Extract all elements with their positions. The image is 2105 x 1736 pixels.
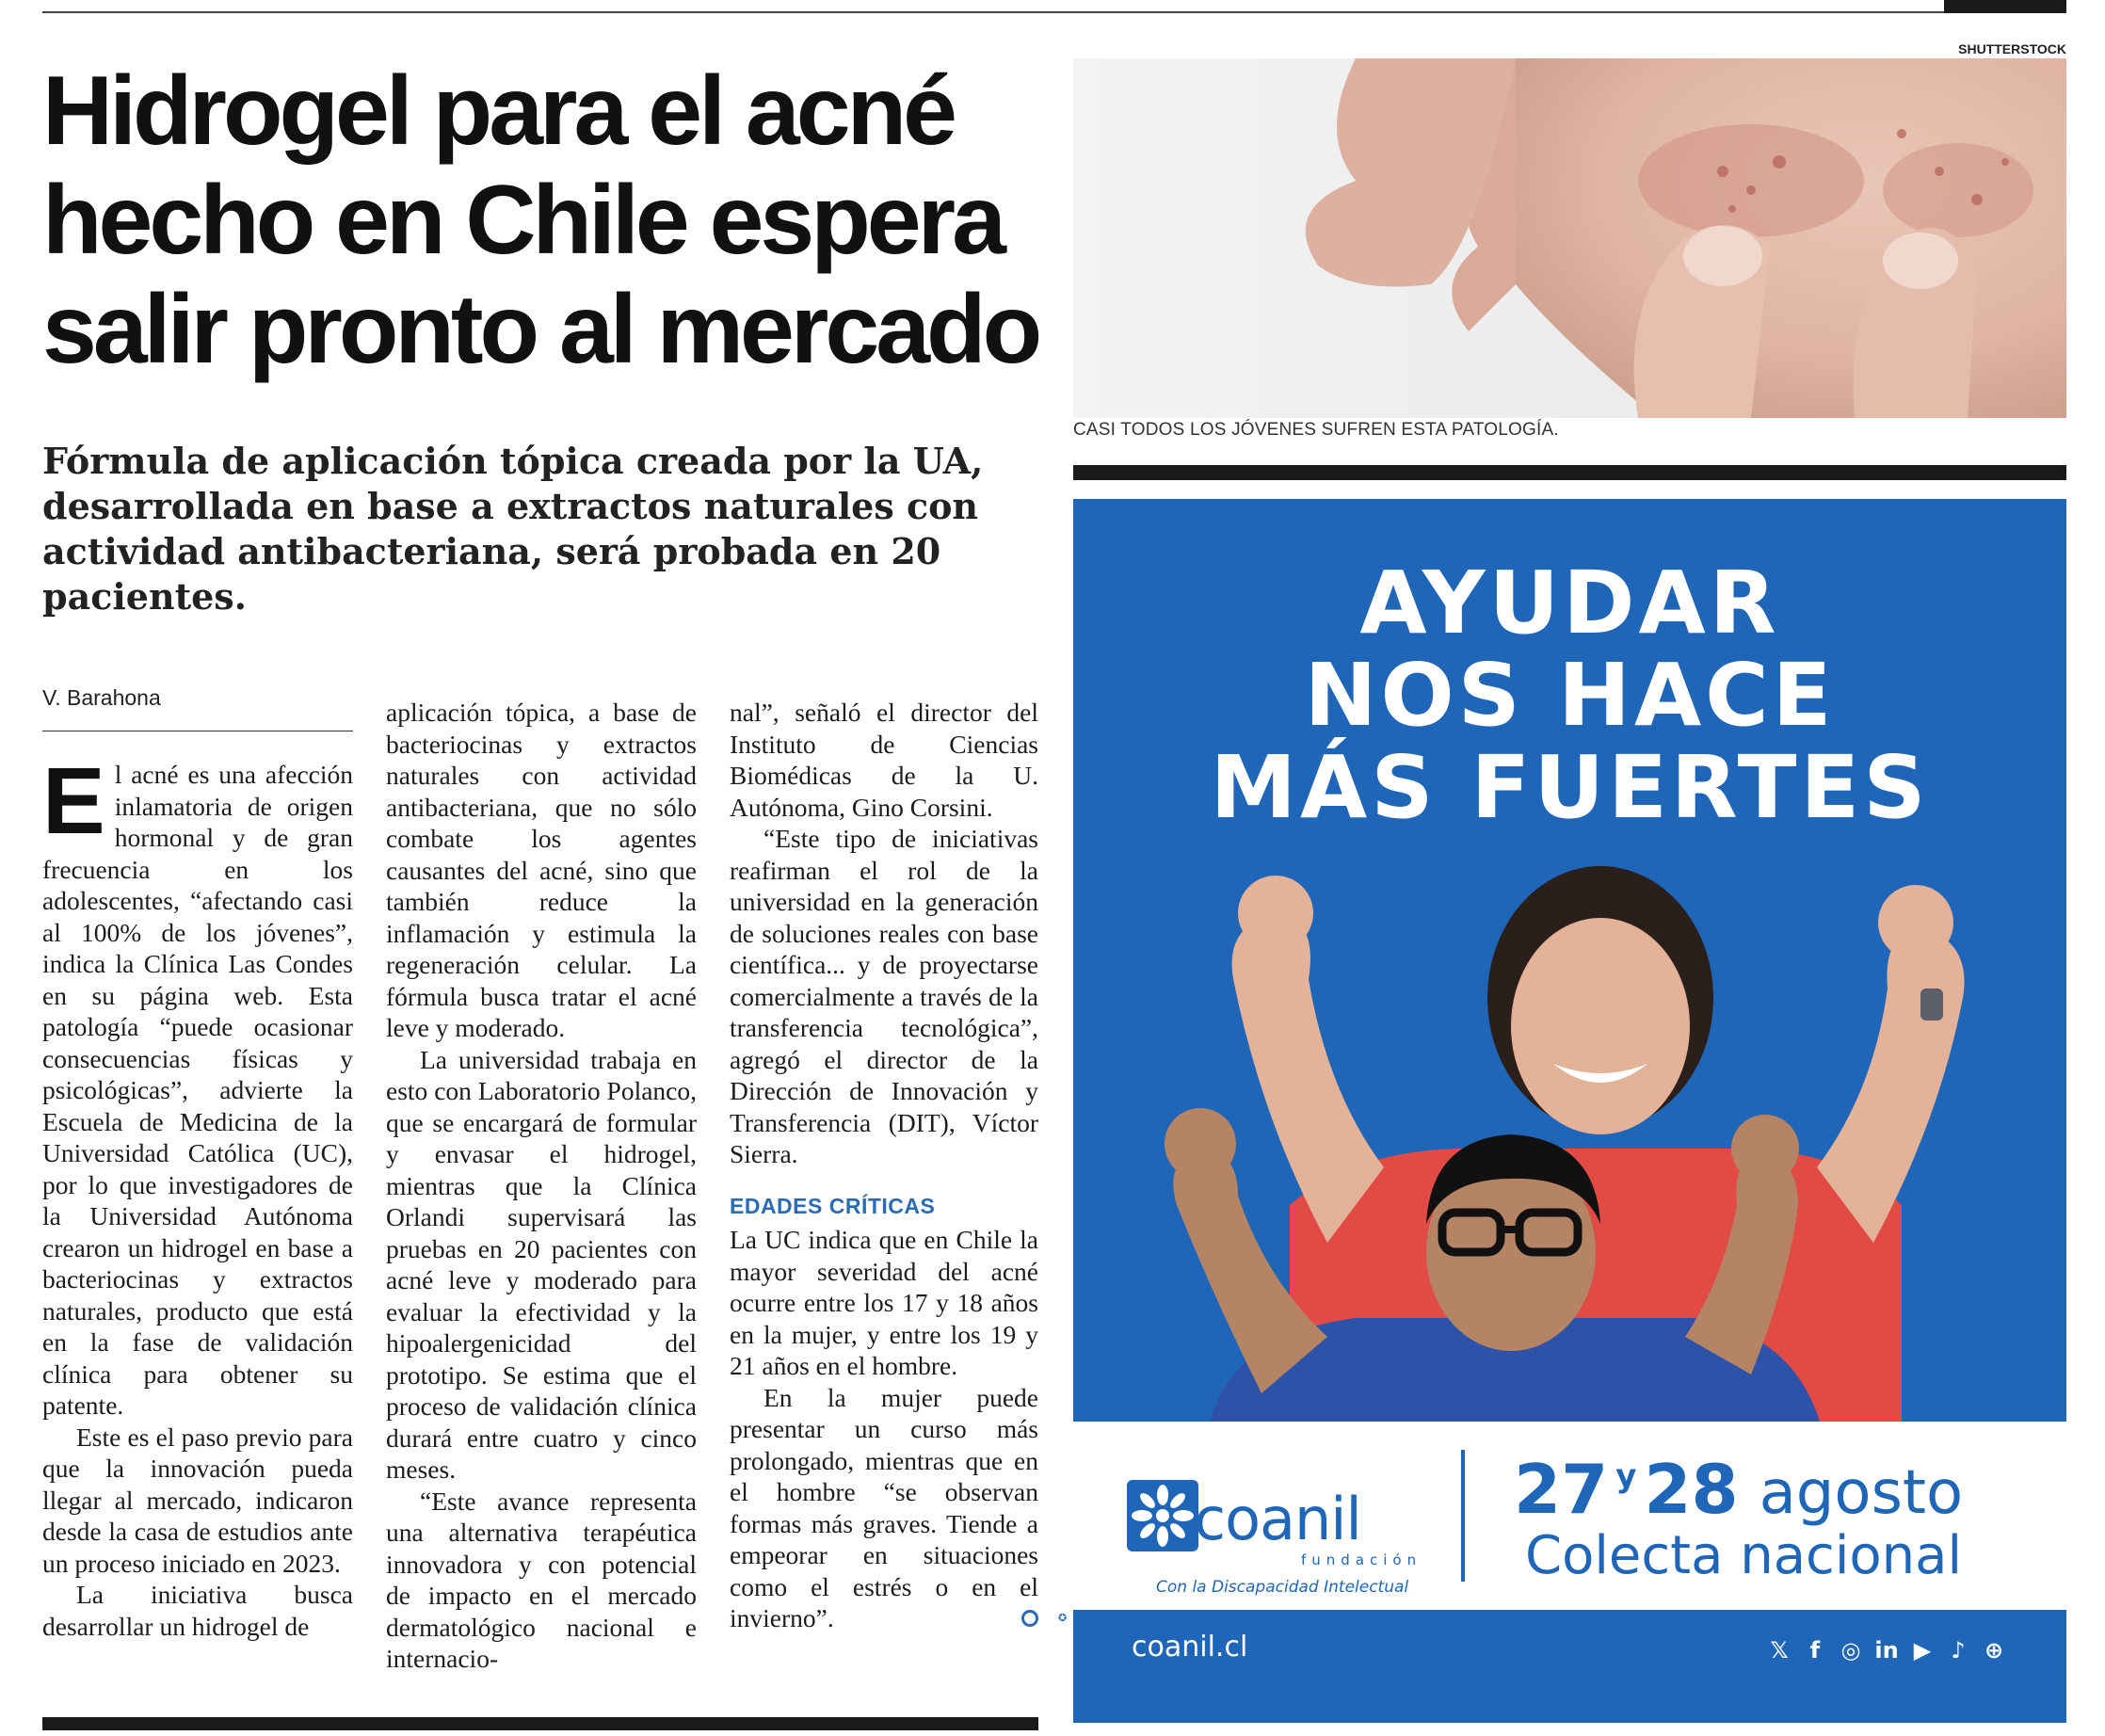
facebook-icon[interactable]: f bbox=[1809, 1637, 1821, 1664]
paragraph: “Este tipo de iniciativas reafirman el rol de la universidad en la generación de soluciones reales con base científica... y de proyectarse comercialmente a través de la transferencia tecnológica”, agregó el director de la Dirección de Innovación y Transferencia (DIT), Víctor Sierra. bbox=[730, 824, 1038, 1168]
top-rule bbox=[42, 11, 1944, 13]
date-month: agosto bbox=[1759, 1458, 1964, 1528]
paragraph bbox=[42, 748, 353, 1422]
photo-caption: CASI TODOS LOS JÓVENES SUFREN ESTA PATOLOGÍA. bbox=[1073, 420, 1559, 440]
article-column-1 bbox=[42, 748, 353, 1642]
acne-photo-illustration bbox=[1073, 58, 2066, 418]
acne-photo bbox=[1073, 58, 2066, 418]
bottom-rule bbox=[42, 1717, 1038, 1730]
drop-cap: E bbox=[42, 748, 105, 854]
date-day-1: 27 bbox=[1514, 1450, 1609, 1529]
paragraph: aplicación tópica, a base de bacteriocinas y extractos naturales con actividad antibacteriana, que no sólo combate los agentes causantes del acné, sino que también reduce la inflamación y estimula la regeneración celular. La fórmula busca tratar el acné leve y moderado. bbox=[386, 698, 697, 1042]
headline-line-2: hecho en Chile espera bbox=[42, 166, 1003, 275]
event-name: Colecta nacional bbox=[1525, 1525, 1963, 1586]
youtube-icon[interactable]: ▶ bbox=[1913, 1637, 1932, 1664]
x-icon[interactable]: 𝕏 bbox=[1770, 1637, 1789, 1664]
date-day-2: 28 bbox=[1644, 1450, 1739, 1529]
ad-website-link[interactable]: coanil.cl bbox=[1132, 1631, 1248, 1664]
coanil-tagline: Con la Discapacidad Intelectual bbox=[1156, 1578, 1409, 1597]
paragraph-text: l acné es una afección inlamatoria de origen hormonal y de gran frecuencia en los adolescentes, “afectando casi al 100% de los jóvenes”, indica la Clínica Las Condes en su página web. Esta patología “puede ocasionar consecuencias físicas y psicológicas”, advierte la Escuela de Medicina de la Universidad Católica (UC), por lo que investigadores de la Universidad Autónoma crearon un hidrogel en base a bacteriocinas y extractos naturales, producto que está en la fase de validación clínica para obtener su patente. bbox=[42, 760, 353, 1420]
ad-headline-line-1: AYUDAR bbox=[1359, 553, 1780, 653]
date-connector: y bbox=[1615, 1457, 1637, 1495]
paragraph: La UC indica que en Chile la mayor severidad del acné ocurre entre los 17 y 18 años en la mujer, y entre los 19 y 21 años en el hombre. bbox=[730, 1225, 1038, 1380]
paragraph: “Este avance representa una alternativa terapéutica innovadora y con potencial de impacto en el mercado dermatológico nacional e internacio- bbox=[386, 1486, 697, 1673]
paragraph bbox=[730, 1382, 1068, 1634]
headline-line-1: Hidrogel para el acné bbox=[42, 56, 954, 166]
paragraph: La universidad trabaja en esto con Laboratorio Polanco, que se encargará de formular y envasar el hidrogel, mientras que la Clínica Orlandi supervisará las pruebas en 20 pacientes con acné leve y moderado para evaluar la efectividad y la hipoalergenicidad del prototipo. Se estima que el proceso de validación clínica durará entre cuatro y cinco meses. bbox=[386, 1044, 697, 1484]
article-deck: Fórmula de aplicación tópica creada por la UA, desarrollada en base a extractos naturales con actividad antibacteriana, será probada en 20 pacientes. bbox=[42, 440, 984, 618]
ad-separator-rule bbox=[1073, 465, 2066, 480]
ad-headline-line-3: MÁS FUERTES bbox=[1210, 737, 1930, 838]
photo-credit: SHUTTERSTOCK bbox=[1958, 41, 2066, 56]
byline: V. Barahona bbox=[42, 685, 161, 710]
article-column-2 bbox=[386, 697, 697, 1675]
tiktok-icon[interactable]: ♪ bbox=[1951, 1637, 1966, 1664]
linkedin-icon[interactable]: in bbox=[1874, 1637, 1899, 1664]
section-subhead: EDADES CRÍTICAS bbox=[730, 1193, 936, 1218]
article-column-3 bbox=[730, 697, 1068, 1634]
coanil-logo-icon bbox=[1125, 1478, 1200, 1553]
collection-dates bbox=[1514, 1450, 1963, 1529]
paragraph: Este es el paso previo para que la innovación pueda llegar al mercado, indicaron desde la casa de estudios ante un proceso iniciado en 2023. bbox=[42, 1422, 353, 1578]
instagram-icon[interactable]: ◎ bbox=[1840, 1637, 1861, 1664]
paragraph: nal”, señaló el director del Instituto de Ciencias Biomédicas de la U. Autónoma, Gino Corsini. bbox=[730, 698, 1038, 822]
article-headline bbox=[42, 56, 1059, 384]
ad-divider bbox=[1461, 1450, 1465, 1582]
headline-line-3: salir pronto al mercado bbox=[42, 275, 1039, 384]
ad-headline bbox=[1073, 553, 2066, 838]
end-of-article-icon: ✪ bbox=[1021, 1610, 1038, 1627]
paragraph-text: En la mujer puede presentar un curso más prolongado, mientras que en el hombre “se observan formas más graves. Tiende a empeorar en situaciones como el estrés o en el invierno”. bbox=[730, 1382, 1038, 1632]
coanil-logo-subtext: fundación bbox=[1301, 1551, 1422, 1568]
top-tab bbox=[1944, 0, 2066, 13]
coanil-logo-text: coanil bbox=[1194, 1485, 1361, 1553]
ad-headline-line-2: NOS HACE bbox=[1304, 645, 1836, 746]
social-icons bbox=[1765, 1636, 2016, 1674]
ad-people-photo bbox=[1073, 810, 2066, 1450]
paragraph: La iniciativa busca desarrollar un hidrogel de bbox=[42, 1580, 353, 1641]
coanil-advertisement[interactable] bbox=[1073, 499, 2066, 1723]
globe-icon[interactable]: ⊕ bbox=[1984, 1637, 2004, 1664]
